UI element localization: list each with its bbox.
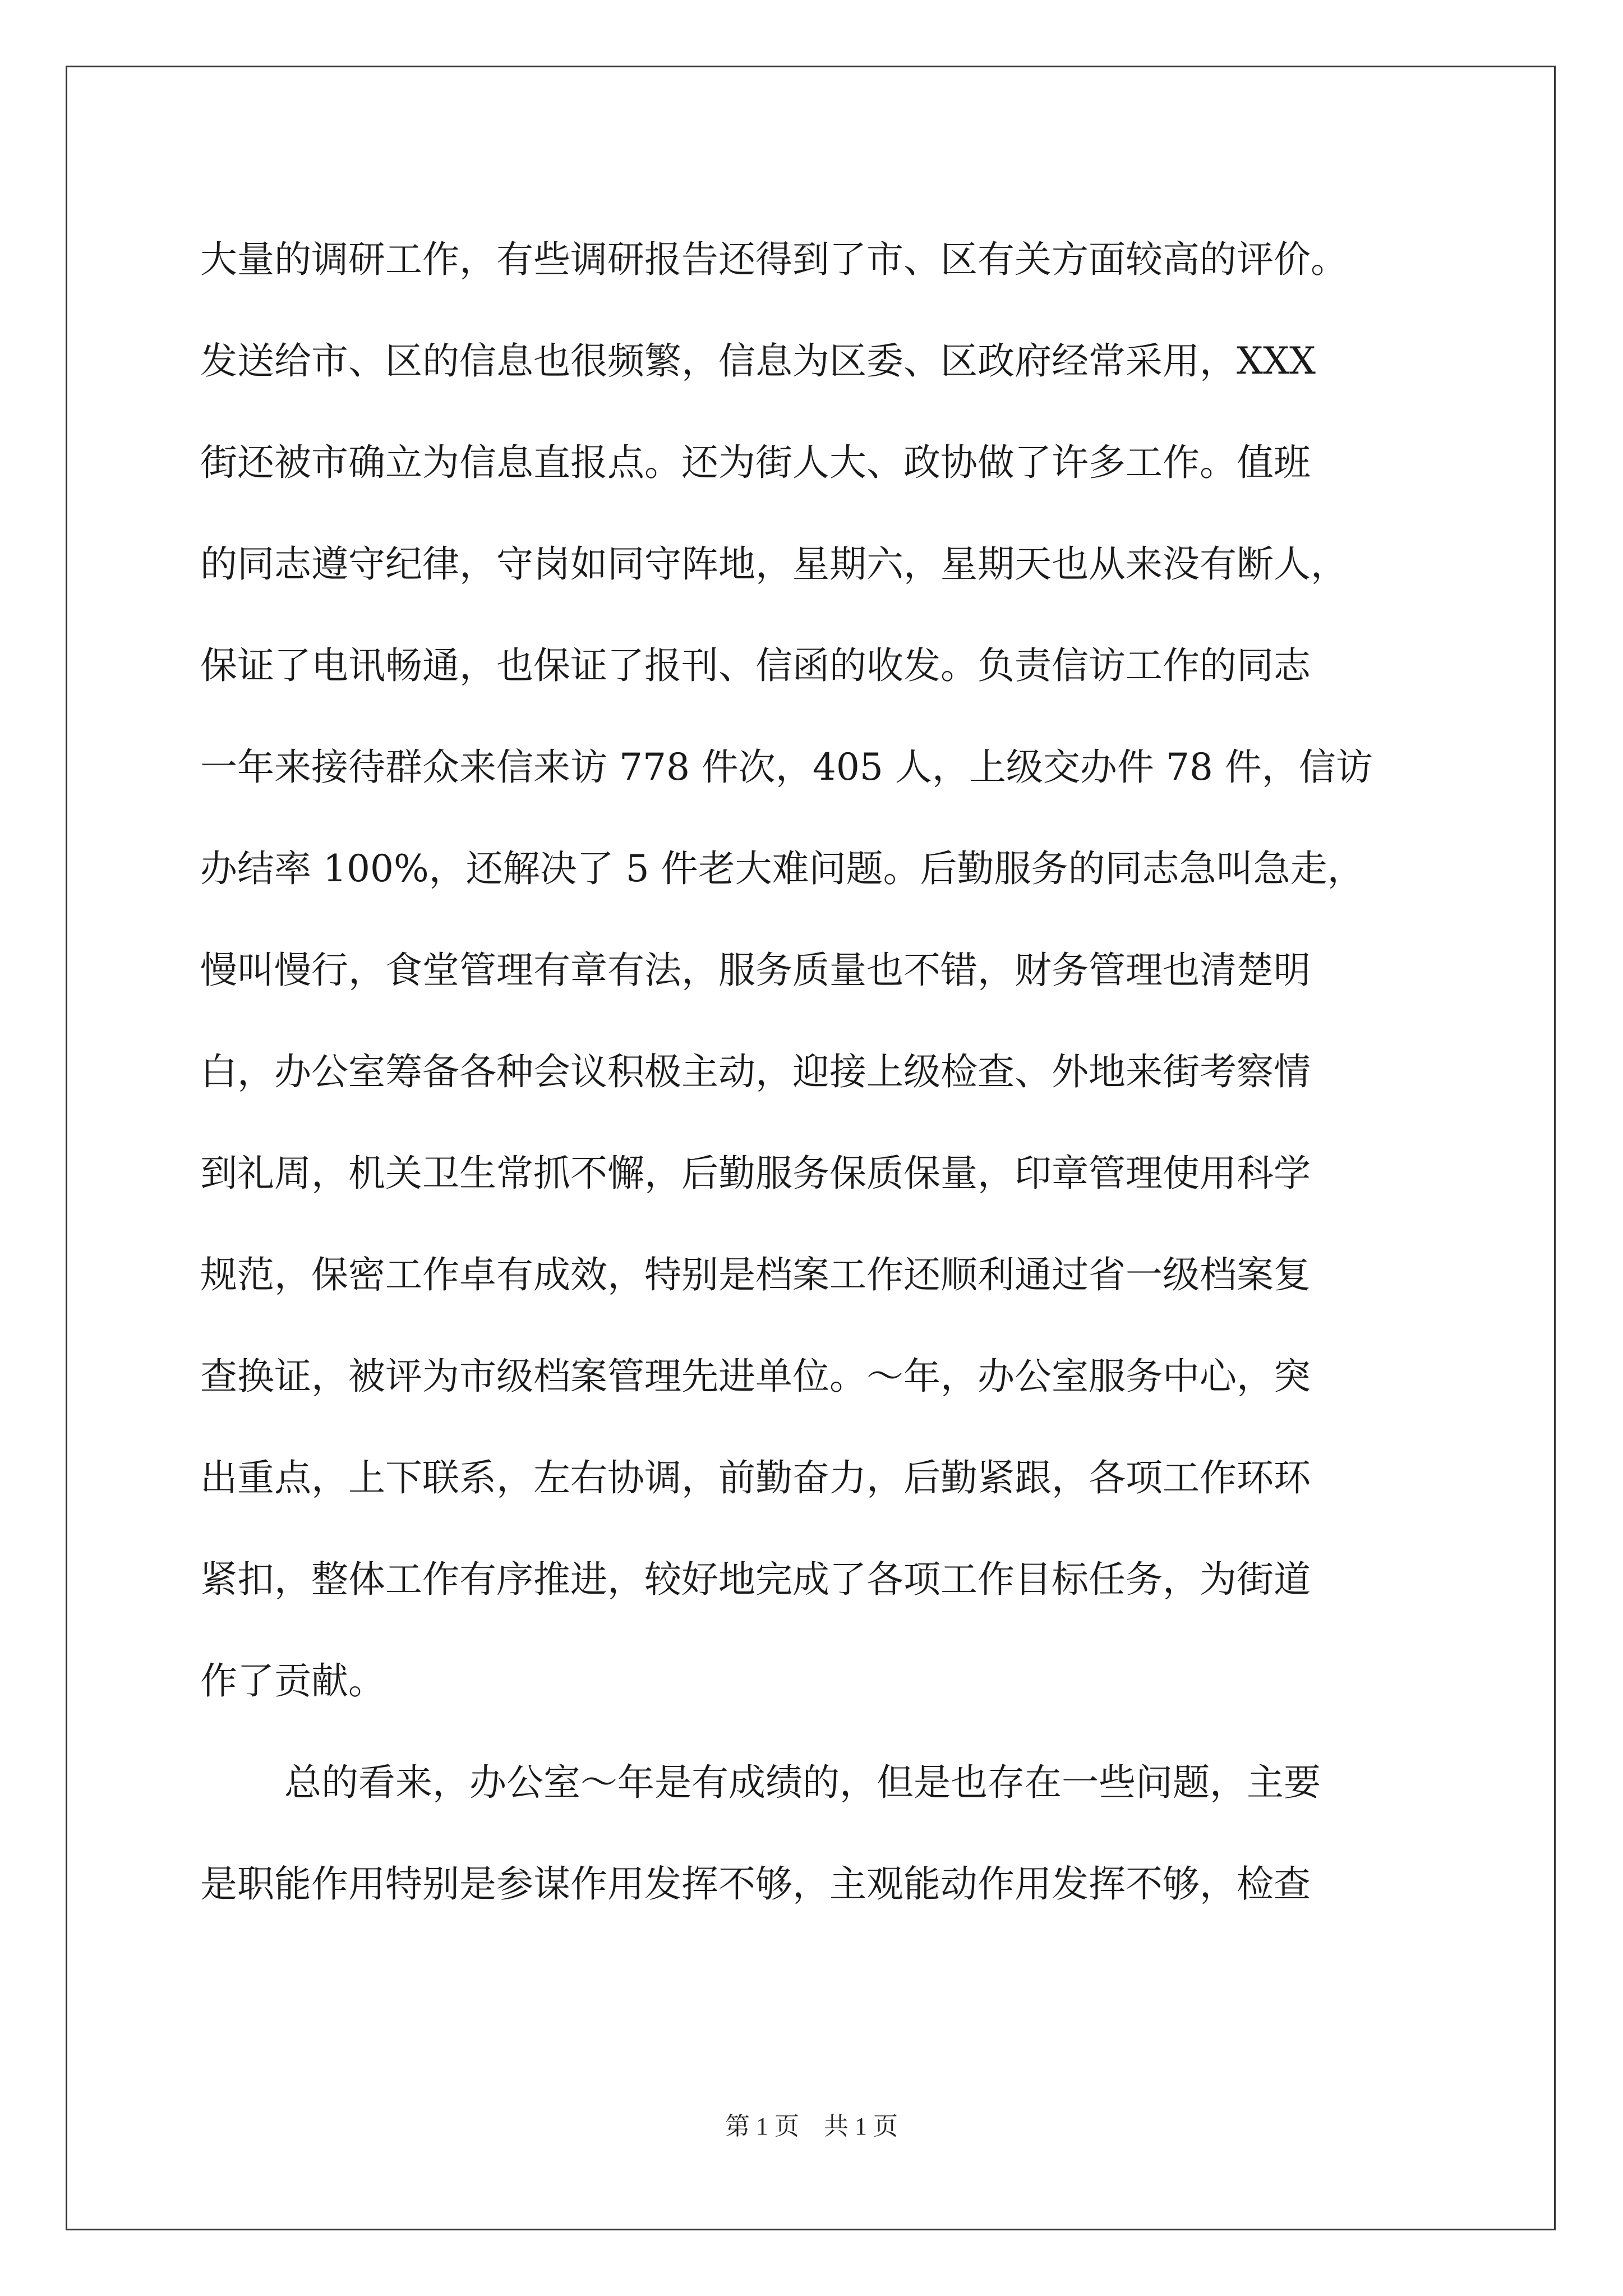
page-footer: 第 1 页 共 1 页 — [725, 2113, 898, 2140]
text-line: 紧扣，整体工作有序推进，较好地完成了各项工作目标任务，为街道 — [200, 1558, 1311, 1601]
text-line: 的同志遵守纪律，守岗如同守阵地，星期六，星期天也从来没有断人， — [200, 542, 1348, 586]
text-line: 到礼周，机关卫生常抓不懈，后勤服务保质保量，印章管理使用科学 — [200, 1152, 1311, 1195]
text-line: 一年来接待群众来信来访 778 件次，405 人，上级交办件 78 件，信访 — [200, 746, 1373, 789]
text-line: 大量的调研工作，有些调研报告还得到了市、区有关方面较高的评价。 — [200, 238, 1348, 281]
text-line: 发送给市、区的信息也很频繁，信息为区委、区政府经常采用，XXX — [200, 339, 1316, 383]
paragraph-first-line: 总的看来，办公室～年是有成绩的，但是也存在一些问题，主要 — [284, 1761, 1321, 1804]
text-line: 街还被市确立为信息直报点。还为街人大、政协做了许多工作。值班 — [200, 441, 1311, 484]
text-line: 保证了电讯畅通，也保证了报刊、信函的收发。负责信访工作的同志 — [200, 644, 1311, 687]
document-body — [200, 209, 1423, 1935]
text-line: 是职能作用特别是参谋作用发挥不够，主观能动作用发挥不够，检查 — [200, 1862, 1311, 1906]
text-line: 出重点，上下联系，左右协调，前勤奋力，后勤紧跟，各项工作环环 — [200, 1456, 1311, 1499]
text-line: 规范，保密工作卓有成效，特别是档案工作还顺利通过省一级档案复 — [200, 1253, 1311, 1296]
text-line: 慢叫慢行，食堂管理有章有法，服务质量也不错，财务管理也清楚明 — [200, 949, 1311, 992]
text-line: 白，办公室筹备各种会议积极主动，迎接上级检查、外地来街考察情 — [200, 1050, 1311, 1093]
text-line: 办结率 100%，还解决了 5 件老大难问题。后勤服务的同志急叫急走， — [200, 847, 1364, 890]
text-line: 查换证，被评为市级档案管理先进单位。～年，办公室服务中心，突 — [200, 1355, 1311, 1398]
text-line: 作了贡献。 — [200, 1659, 385, 1703]
